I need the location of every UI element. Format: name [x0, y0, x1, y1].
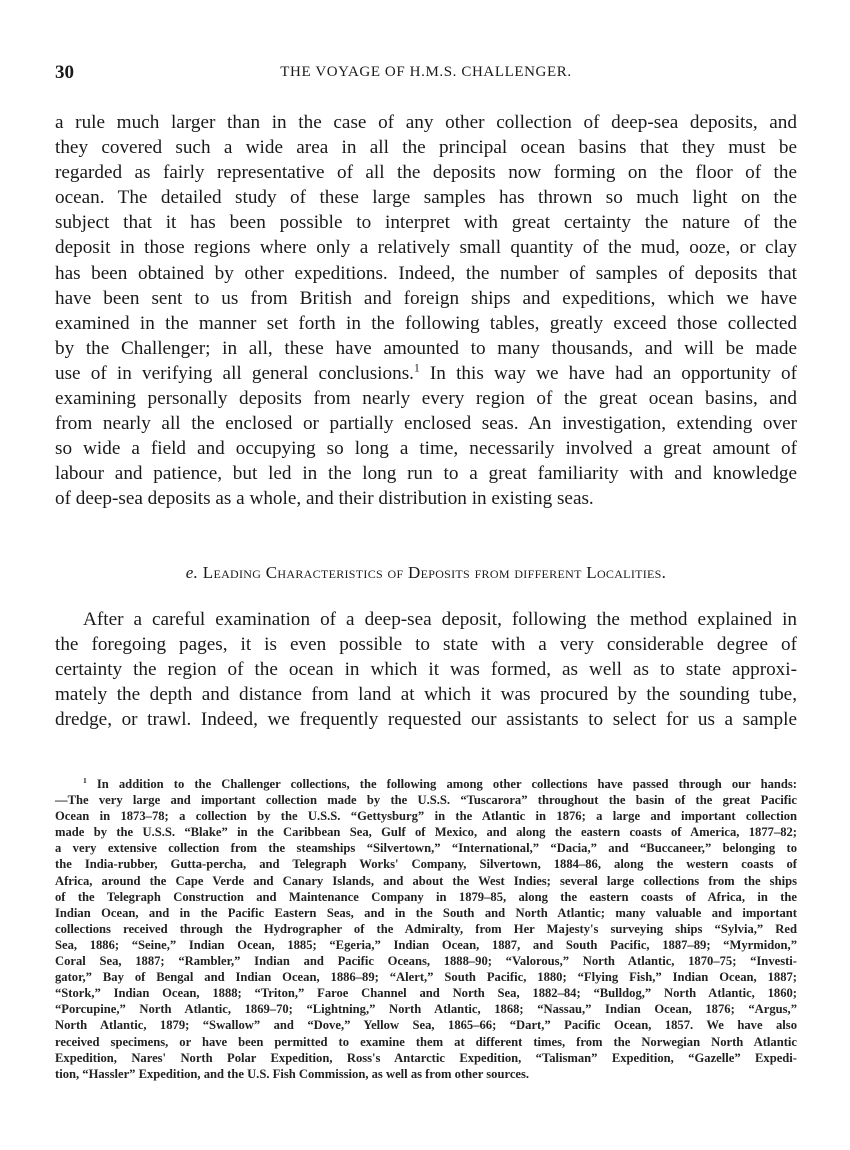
text-line: by the Challenger; in all, these have amounted to many thousands, and will be made [55, 337, 797, 359]
text-line: so wide a field and occupying so long a time, necessarily involved a great amount of [55, 438, 797, 460]
footnote-line: Ocean in 1873–78; a collection by the U.S.S. “Gettysburg” in the Atlantic in 1876; a large and important collection [55, 809, 797, 824]
text-line: After a careful examination of a deep-sea deposit, following the method explained in [83, 609, 797, 630]
footnote-line: Africa, around the Cape Verde and Canary Islands, and about the West Indies; several large collections from the ships [55, 873, 797, 888]
footnote-line: gator,” Bay of Bengal and Indian Ocean, 1886–89; “Alert,” South Pacific, 1880; “Flying Fish,” Indian Ocean, 1887; [55, 970, 797, 985]
text-line-with-footnote-ref [55, 361, 797, 386]
text-line: the foregoing pages, it is even possible to state with a very considerable degree of [55, 634, 797, 656]
text-line: dredge, or trawl. Indeed, we frequently requested our assistants to select for us a sample [55, 709, 797, 731]
footnote-reference[interactable]: 1 [413, 362, 420, 375]
section-letter: e. [185, 563, 199, 582]
text-line: subject that it has been possible to interpret with great certainty the nature of the [55, 212, 797, 234]
text-line: of deep-sea deposits as a whole, and their distribution in existing seas. [55, 488, 594, 510]
footnote-line: tion, “Hassler” Expedition, and the U.S. Fish Commission, as well as from other sources. [55, 1066, 530, 1081]
footnote-marker: 1 [83, 775, 87, 785]
footnote-line [55, 776, 797, 792]
footnote-line: the India-rubber, Gutta-percha, and Telegraph Works' Company, Silvertown, 1884–86, along the western coasts of [55, 857, 797, 872]
footnote-line: Coral Sea, 1887; “Rambler,” Indian and Pacific Oceans, 1888–90; “Valorous,” North Atlantic, 1870–75; “Investi- [55, 954, 797, 969]
text-line: certainty the region of the ocean in which it was formed, as well as to state approxi- [55, 659, 797, 681]
text-line: ocean. The detailed study of these large samples has thrown so much light on the [55, 187, 797, 209]
footnote-line: a very extensive collection from the steamships “Silvertown,” “International,” “Dacia,” and “Buccaneer,” belonging to [55, 841, 797, 856]
footnote-line: “Porcupine,” North Atlantic, 1869–70; “Lightning,” North Atlantic, 1868; “Nassau,” Indian Ocean, 1876; “Argus,” [55, 1002, 797, 1017]
text-line: have been sent to us from British and foreign ships and expeditions, which we have [55, 287, 797, 309]
footnote-line: of the Telegraph Construction and Maintenance Company in 1879–85, along the eastern coasts of Africa, in the [55, 889, 797, 904]
footnote-line: —The very large and important collection made by the U.S.S. “Tuscarora” throughout the basin of the great Pacific [55, 793, 797, 808]
text-line: examining personally deposits from nearly every region of the great ocean basins, and [55, 388, 797, 410]
text-line: labour and patience, but led in the long run to a great familiarity with and knowledge [55, 463, 797, 485]
section-heading [55, 563, 797, 583]
text-line: regarded as fairly representative of all the deposits now forming on the floor of the [55, 162, 797, 184]
text-line: from nearly all the enclosed or partially enclosed seas. An investigation, extending over [55, 413, 797, 435]
text-segment: In addition to the Challenger collections, the following among other collections have passed through our hands: [96, 777, 798, 791]
footnote-line: Expedition, Nares' North Polar Expedition, Ross's Antarctic Expedition, “Talisman” Expedition, “Gazelle” Expedi- [55, 1050, 797, 1065]
page-number: 30 [55, 62, 74, 83]
page-header [55, 62, 797, 86]
footnote-line: collections received through the Hydrographer of the Admiralty, from Her Majesty's surveying ships “Sylvia,” Red [55, 921, 797, 936]
text-line: examined in the manner set forth in the following tables, greatly exceed those collected [55, 312, 797, 334]
footnote-line: “Stork,” Indian Ocean, 1888; “Triton,” Faroe Channel and North Sea, 1882–84; “Bulldog,” North Atlantic, 1860; [55, 986, 797, 1001]
text-segment: In this way we have had an opportunity of [419, 362, 797, 384]
paragraph-2 [55, 607, 797, 732]
footnote-line: North Atlantic, 1879; “Swallow” and “Dove,” Yellow Sea, 1865–66; “Dart,” Pacific Ocean, 1857. We have also [55, 1018, 797, 1033]
text-line: they covered such a wide area in all the principal ocean basins that they must be [55, 137, 797, 159]
footnote [55, 776, 797, 1082]
footnote-line: received specimens, or have been permitted to examine them at different times, from the Norwegian North Atlantic [55, 1034, 797, 1049]
paragraph-1 [55, 110, 797, 512]
footnote-line: Indian Ocean, and in the Pacific Eastern Seas, and in the South and North Atlantic; many valuable and important [55, 905, 797, 920]
running-title: THE VOYAGE OF H.M.S. CHALLENGER. [280, 64, 572, 80]
text-line: has been obtained by other expeditions. Indeed, the number of samples of deposits that [55, 262, 797, 284]
text-line: deposit in those regions where only a relatively small quantity of the mud, ooze, or clay [55, 237, 797, 259]
text-line: a rule much larger than in the case of any other collection of deep-sea deposits, and [55, 112, 797, 133]
section-title: Leading Characteristics of Deposits from different Localities. [202, 563, 667, 582]
text-line: mately the depth and distance from land at which it was procured by the sounding tube, [55, 684, 797, 706]
footnote-line: made by the U.S.S. “Blake” in the Caribbean Sea, Gulf of Mexico, and along the eastern coasts of America, 1877–82; [55, 825, 797, 840]
footnote-line: Sea, 1886; “Seine,” Indian Ocean, 1885; “Egeria,” Indian Ocean, 1887, and South Pacific, 1887–89; “Myrmidon,” [55, 937, 797, 952]
text-segment: use of in verifying all general conclusions. [55, 362, 414, 384]
